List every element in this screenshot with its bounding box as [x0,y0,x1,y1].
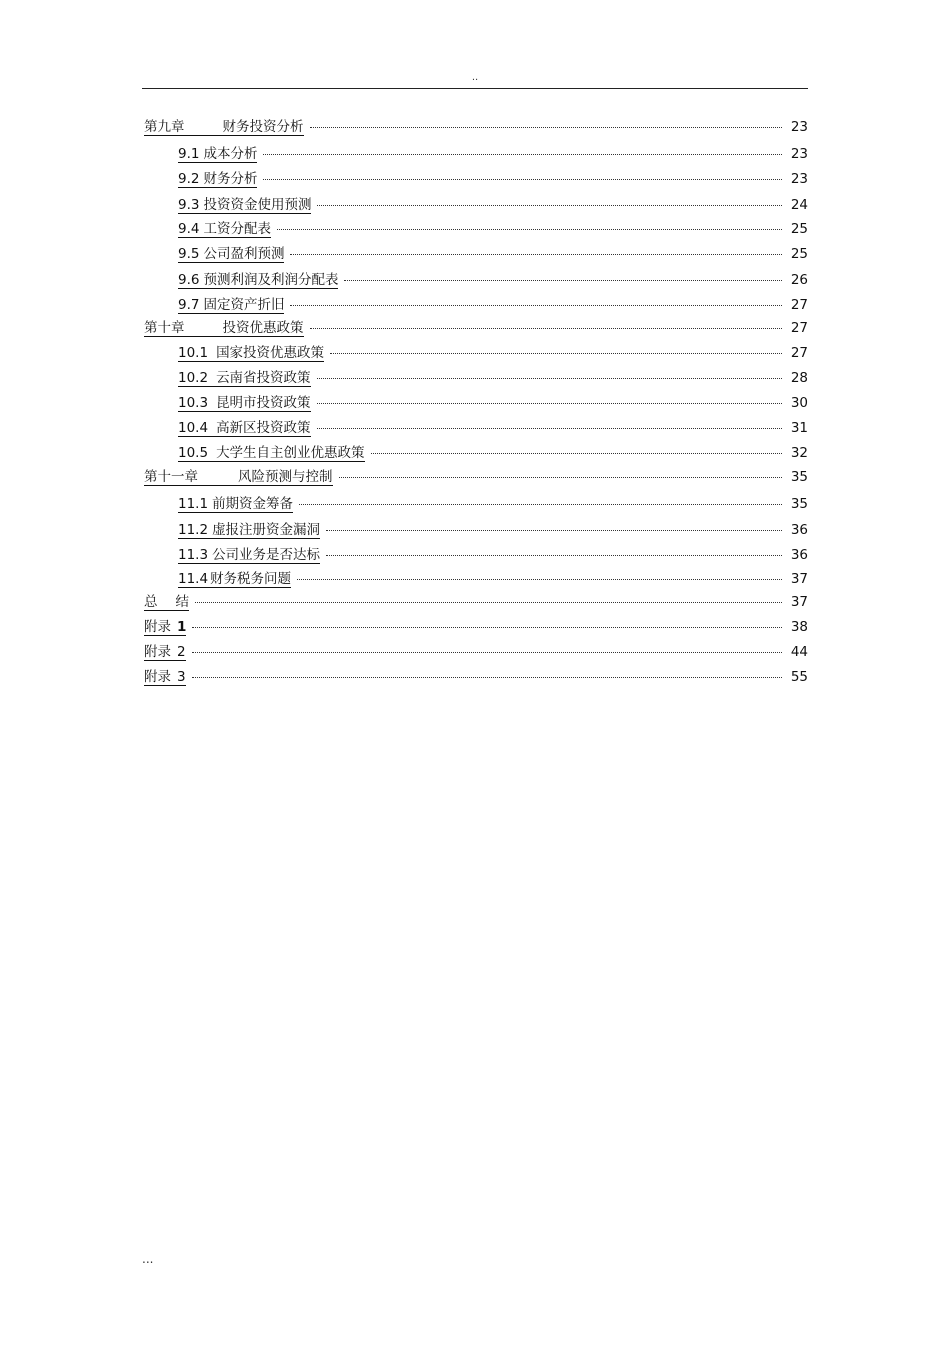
toc-entry-page: 36 [790,547,808,563]
toc-entry-number: 9.5 [178,246,200,262]
toc-entry-number: 11.2 [178,522,209,538]
dot-leader [297,579,782,580]
toc-entry-title [178,272,338,289]
toc-entry-title [178,445,365,462]
toc-entry-appendix-3[interactable] [144,666,808,688]
dot-leader [290,305,782,306]
toc-entry-ch10[interactable] [144,317,808,339]
toc-entry-page: 38 [790,619,808,635]
toc-entry-label: 虚报注册资金漏洞 [212,522,321,538]
toc-entry-page: 27 [790,345,808,361]
toc-entry-page: 25 [790,221,808,237]
toc-entry-10-5[interactable] [178,442,808,464]
toc-entry-title [178,395,311,412]
dot-leader [310,127,783,128]
toc-entry-page: 23 [790,171,808,187]
toc-entry-title [178,370,311,387]
toc-entry-number: 第九章 [144,119,185,135]
toc-entry-page: 24 [790,197,808,213]
toc-entry-title [178,297,284,314]
toc-entry-title [144,669,186,686]
toc-entry-11-2[interactable] [178,519,808,541]
toc-entry-page: 37 [790,571,808,587]
toc-entry-9-2[interactable] [178,168,808,190]
toc-entry-number: 附录 [144,669,171,685]
dot-leader [277,229,782,230]
toc-entry-label: 前期资金筹备 [212,496,294,512]
toc-entry-page: 26 [790,272,808,288]
toc-entry-title [178,345,324,362]
dot-leader [310,328,783,329]
toc-entry-title [144,594,189,611]
toc-entry-ch11[interactable] [144,466,808,488]
toc-entry-11-1[interactable] [178,493,808,515]
toc-entry-title [178,221,271,238]
toc-entry-title [144,644,186,661]
toc-entry-label: 昆明市投资政策 [216,395,311,411]
toc-entry-title [178,571,291,588]
toc-entry-label: 3 [177,669,186,685]
dot-leader [317,378,782,379]
toc-entry-label: 工资分配表 [203,221,271,237]
toc-entry-label: 2 [177,644,186,660]
toc-entry-number: 10.3 [178,395,209,411]
dot-leader [317,428,782,429]
toc-entry-label: 成本分析 [203,146,258,162]
toc-entry-number: 11.3 [178,547,209,563]
toc-entry-title [178,246,284,263]
toc-entry-page: 27 [790,320,808,336]
toc-entry-9-7[interactable] [178,294,808,316]
toc-entry-label: 国家投资优惠政策 [216,345,325,361]
toc-entry-page: 55 [790,669,808,685]
toc-entry-title [178,547,320,564]
dot-leader [263,154,782,155]
toc-entry-page: 25 [790,246,808,262]
toc-entry-11-3[interactable] [178,544,808,566]
toc-entry-10-2[interactable] [178,367,808,389]
toc-entry-10-3[interactable] [178,392,808,414]
toc-entry-page: 32 [790,445,808,461]
toc-entry-title [144,119,304,136]
toc-entry-page: 23 [790,119,808,135]
dot-leader [299,504,782,505]
toc-entry-9-6[interactable] [178,269,808,291]
toc-entry-appendix-1[interactable] [144,616,808,638]
toc-entry-number: 9.7 [178,297,200,313]
toc-entry-label: 1 [177,619,187,635]
toc-entry-number: 9.6 [178,272,200,288]
toc-entry-number: 第十章 [144,320,185,336]
toc-entry-9-5[interactable] [178,243,808,265]
dot-leader [192,652,782,653]
toc-entry-number: 10.5 [178,445,209,461]
dot-leader [330,353,782,354]
dot-leader [195,602,782,603]
toc-entry-label: 公司盈利预测 [203,246,285,262]
toc-entry-title [178,197,311,214]
toc-entry-label: 结 [175,594,189,610]
toc-entry-label: 投资优惠政策 [222,320,304,336]
toc-entry-title [178,420,311,437]
toc-entry-summary[interactable] [144,591,808,613]
toc-entry-number: 9.4 [178,221,200,237]
toc-entry-label: 财务分析 [203,171,258,187]
toc-entry-label: 大学生自主创业优惠政策 [216,445,365,461]
dot-leader [192,627,782,628]
header-mark: .. [471,72,479,83]
toc-entry-10-1[interactable] [178,342,808,364]
toc-entry-label: 公司业务是否达标 [212,547,321,563]
toc-entry-number: 10.2 [178,370,209,386]
toc-entry-number: 第十一章 [144,469,198,485]
toc-entry-appendix-2[interactable] [144,641,808,663]
toc-entry-title [144,320,304,337]
toc-entry-page: 30 [790,395,808,411]
toc-entry-page: 27 [790,297,808,313]
toc-entry-number: 11.4 [178,571,209,587]
toc-entry-label: 云南省投资政策 [216,370,311,386]
toc-entry-title [178,146,257,163]
footer-mark: ... [142,1252,154,1266]
toc-entry-9-1[interactable] [178,143,808,165]
dot-leader [326,555,782,556]
toc-entry-page: 31 [790,420,808,436]
toc-entry-page: 23 [790,146,808,162]
toc-entry-number: 10.1 [178,345,209,361]
toc-entry-label: 财务税务问题 [210,571,292,587]
toc-entry-number: 9.1 [178,146,200,162]
dot-leader [317,403,782,404]
dot-leader [339,477,783,478]
toc-entry-page: 36 [790,522,808,538]
toc-entry-page: 44 [790,644,808,660]
header-rule [142,88,808,89]
toc-entry-title [144,619,186,636]
toc-entry-page: 37 [790,594,808,610]
toc-entry-page: 35 [790,469,808,485]
dot-leader [263,179,782,180]
toc-entry-9-4[interactable] [178,218,808,240]
dot-leader [371,453,782,454]
toc-entry-number: 9.2 [178,171,200,187]
toc-entry-number: 11.1 [178,496,209,512]
toc-entry-page: 35 [790,496,808,512]
dot-leader [326,530,782,531]
toc-entry-label: 风险预测与控制 [238,469,333,485]
toc-entry-label: 高新区投资政策 [216,420,311,436]
toc-entry-title [178,522,320,539]
dot-leader [344,280,782,281]
toc-entry-9-3[interactable] [178,194,808,216]
toc-entry-number: 附录 [144,644,171,660]
toc-entry-label: 固定资产折旧 [203,297,285,313]
toc-entry-label: 投资资金使用预测 [203,197,312,213]
toc-entry-ch9[interactable] [144,116,808,138]
toc-entry-label: 预测利润及利润分配表 [203,272,339,288]
toc-entry-number: 附录 [144,619,171,635]
toc-entry-number: 10.4 [178,420,209,436]
toc-entry-number: 总 [144,594,158,610]
dot-leader [290,254,782,255]
toc-entry-label: 财务投资分析 [222,119,304,135]
dot-leader [192,677,782,678]
toc-entry-11-4[interactable] [178,568,808,590]
toc-entry-title [144,469,333,486]
toc-entry-page: 28 [790,370,808,386]
toc-entry-title [178,496,293,513]
toc-entry-10-4[interactable] [178,417,808,439]
toc-entry-number: 9.3 [178,197,200,213]
toc-entry-title [178,171,257,188]
dot-leader [317,205,782,206]
